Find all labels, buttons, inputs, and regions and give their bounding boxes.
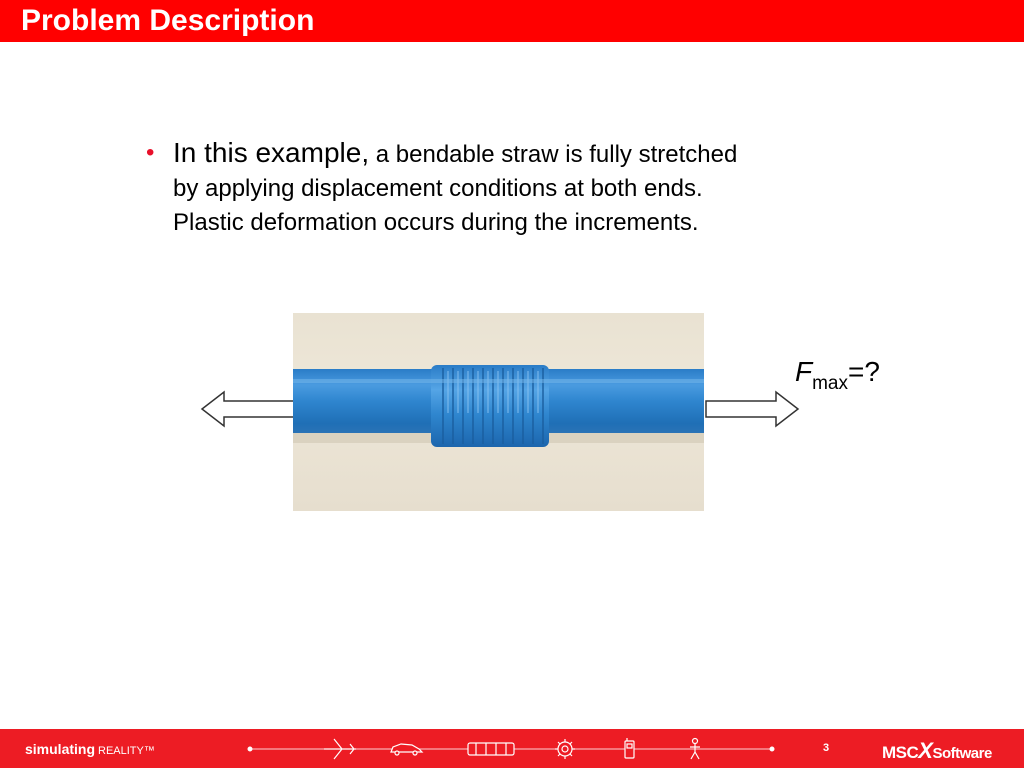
gear-icon: [555, 739, 575, 759]
phone-icon: [625, 738, 634, 758]
bullet-list: [146, 136, 866, 240]
bullet-text: [173, 136, 866, 240]
airplane-icon: [324, 739, 356, 759]
force-symbol: F: [795, 356, 813, 387]
brand-msc: MSC: [882, 743, 919, 762]
bus-icon: [468, 743, 514, 755]
straw-illustration: [293, 313, 704, 511]
car-icon: [391, 744, 422, 755]
straw-photo: [293, 313, 704, 511]
bullet-line-1: a bendable straw is fully stretched: [369, 141, 738, 168]
force-label: [795, 356, 880, 394]
tagline-bold: simulating: [25, 741, 96, 757]
industry-icon-strip: [246, 735, 776, 763]
force-value: =?: [848, 356, 880, 387]
brand-software: Software: [932, 745, 992, 762]
right-arrow-icon: [704, 390, 800, 428]
brand-swoosh-icon: X: [918, 738, 933, 763]
tagline-reality: REALITY™: [98, 745, 155, 757]
title-bar: [0, 0, 1024, 42]
slide-title: Problem Description: [21, 4, 315, 37]
footer-bar: [0, 729, 1024, 768]
msc-software-logo: [882, 738, 992, 764]
left-arrow-icon: [200, 390, 296, 428]
bullet-lead: In this example,: [173, 137, 370, 168]
tagline: [25, 740, 155, 760]
force-subscript: max: [812, 373, 849, 394]
bullet-line-2: by applying displacement conditions at both ends.: [173, 175, 703, 202]
page-number: 3: [823, 742, 830, 754]
bullet-icon: •: [146, 139, 155, 166]
bullet-line-3: Plastic deformation occurs during the increments.: [173, 209, 699, 236]
